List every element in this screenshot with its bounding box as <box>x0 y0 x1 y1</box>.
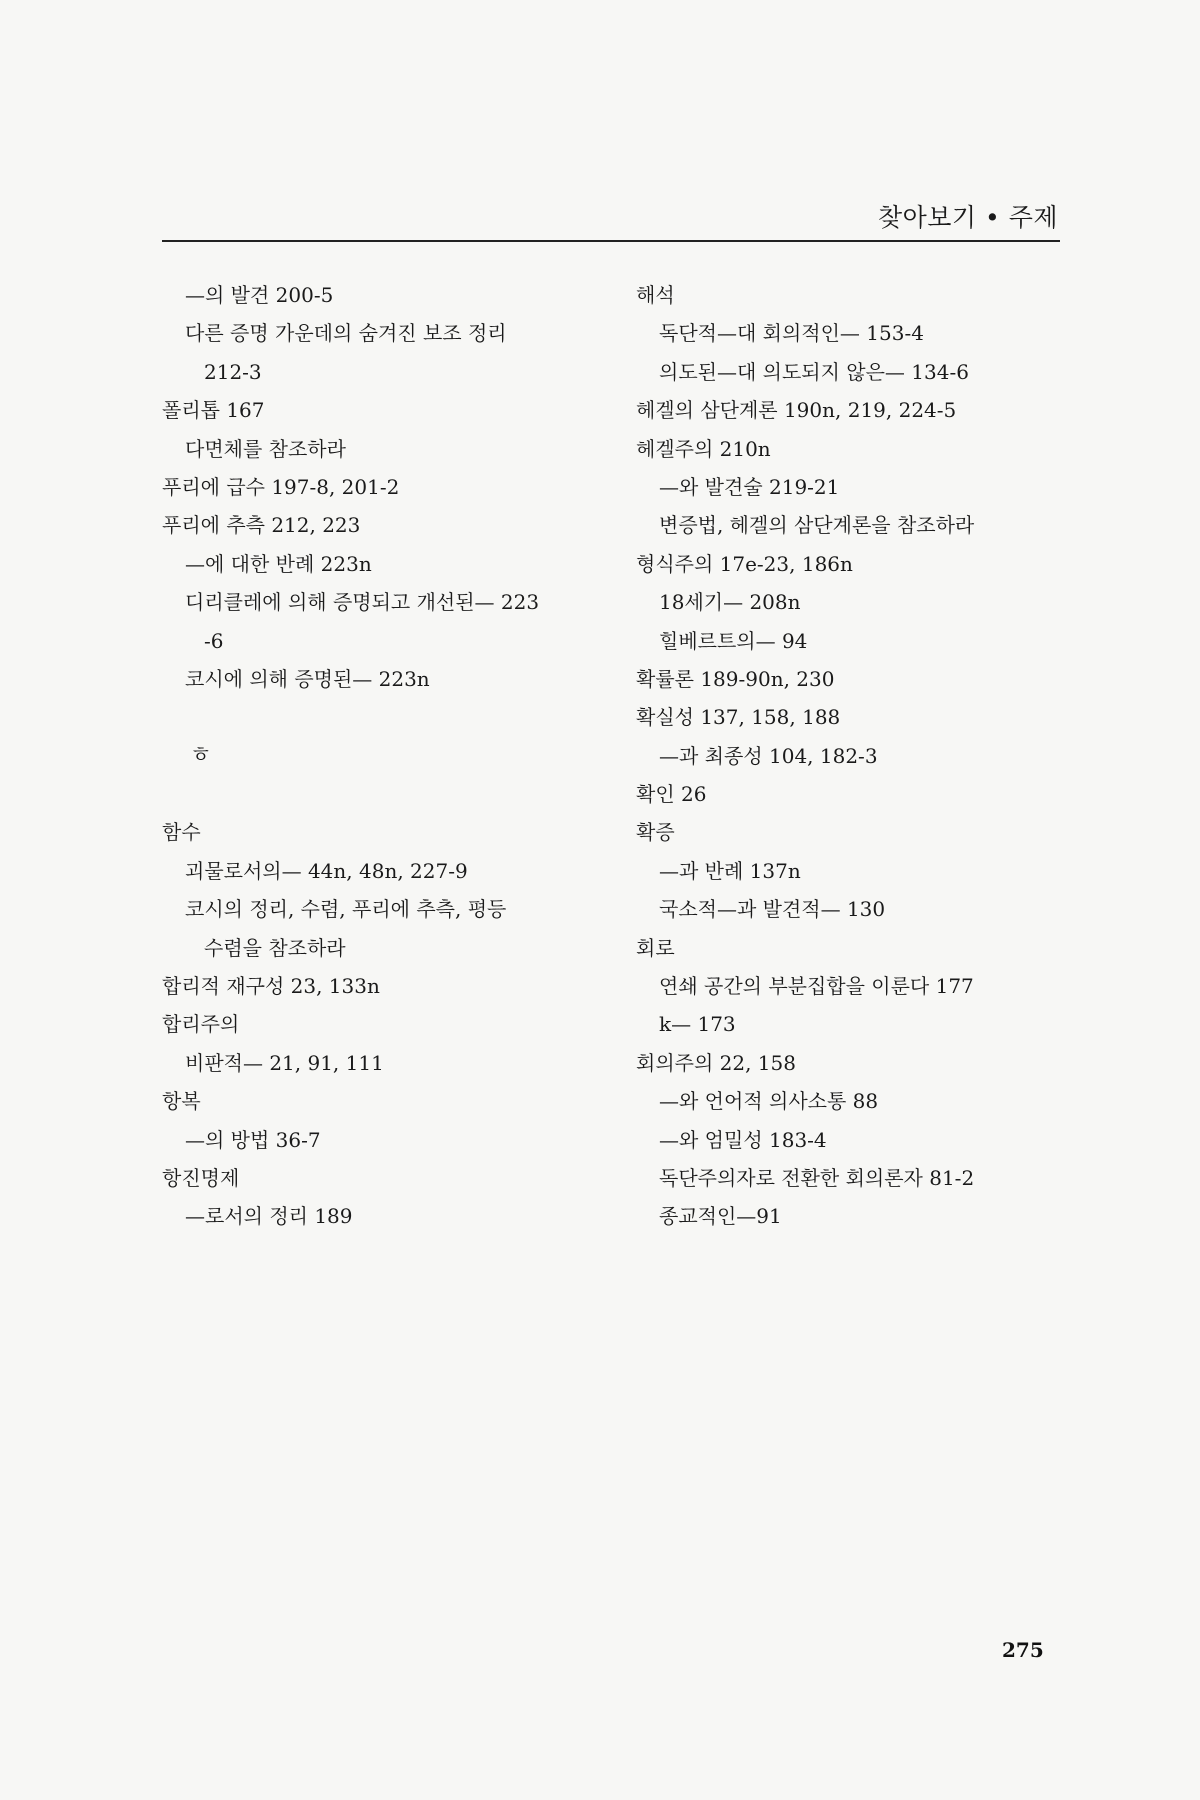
index-entry: 확실성 137, 158, 188 <box>636 705 841 730</box>
index-subentry: 18세기— 208n <box>659 590 801 615</box>
index-subentry: —의 발견 200-5 <box>185 283 334 307</box>
index-entry: 푸리에 급수 197-8, 201-2 <box>162 474 400 499</box>
index-entry: 확률론 189-90n, 230 <box>636 666 835 691</box>
index-column-left <box>162 276 602 1236</box>
index-subentry: 코시에 의해 증명된— 223n <box>185 666 430 691</box>
index-subentry: k— 173 <box>659 1012 736 1037</box>
index-subentry: 힐베르트의— 94 <box>659 628 808 653</box>
index-entry: 회로 <box>636 935 675 960</box>
index-subentry: 의도된—대 의도되지 않은— 134-6 <box>659 359 969 384</box>
index-subentry: 독단주의자로 전환한 회의론자 81-2 <box>659 1165 975 1190</box>
index-entry: 합리적 재구성 23, 133n <box>162 974 380 999</box>
index-subentry: 212-3 <box>204 359 262 384</box>
index-subentry: —의 방법 36-7 <box>185 1127 321 1152</box>
spacer <box>162 775 602 813</box>
index-subentry: 코시의 정리, 수렴, 푸리에 추측, 평등 <box>185 897 507 922</box>
index-entry: 헤겔주의 210n <box>636 436 771 461</box>
index-subentry: 디리클레에 의해 증명되고 개선된— 223 <box>185 590 540 615</box>
index-entry: 폴리톱 167 <box>162 398 265 423</box>
index-entry: 푸리에 추측 212, 223 <box>162 513 361 538</box>
section-letter: ㅎ <box>190 742 212 768</box>
index-column-right <box>636 276 1076 1236</box>
running-header: 찾아보기 • 주제 <box>877 203 1058 232</box>
index-subentry: 연쇄 공간의 부분집합을 이룬다 177 <box>659 974 974 999</box>
index-entry: 확증 <box>636 820 675 845</box>
index-subentry: 다면체를 참조하라 <box>185 436 346 461</box>
index-entry: 형식주의 17e-23, 186n <box>636 551 853 576</box>
index-subentry: —에 대한 반례 223n <box>185 551 372 576</box>
index-subentry: 비판적— 21, 91, 111 <box>185 1050 384 1075</box>
page-number: 275 <box>1002 1638 1044 1662</box>
index-entry: 회의주의 22, 158 <box>636 1050 796 1075</box>
index-entry: 확인 26 <box>636 782 707 807</box>
index-entry: 항복 <box>162 1089 201 1114</box>
index-entry: 함수 <box>162 820 201 845</box>
index-subentry: —과 최종성 104, 182-3 <box>659 743 878 768</box>
index-subentry: —와 언어적 의사소통 88 <box>659 1089 879 1114</box>
index-entry: 합리주의 <box>162 1012 240 1037</box>
index-subentry: 독단적—대 회의적인— 153-4 <box>659 321 924 346</box>
index-subentry: —로서의 정리 189 <box>185 1204 353 1229</box>
index-entry: 헤겔의 삼단계론 190n, 219, 224-5 <box>636 398 957 423</box>
index-subentry: —와 발견술 219-21 <box>659 474 840 499</box>
index-subentry: 변증법, 헤겔의 삼단계론을 참조하라 <box>659 513 975 538</box>
index-subentry: 다른 증명 가운데의 숨겨진 보조 정리 <box>185 321 507 346</box>
index-entry: 해석 <box>636 283 675 307</box>
index-subentry: —과 반례 137n <box>659 858 801 883</box>
index-subentry: 수렴을 참조하라 <box>204 935 346 960</box>
index-subentry: 종교적인—91 <box>659 1204 782 1229</box>
index-subentry: —와 엄밀성 183-4 <box>659 1127 827 1152</box>
index-subentry: 국소적—과 발견적— 130 <box>659 897 886 922</box>
index-subentry: 괴물로서의— 44n, 48n, 227-9 <box>185 858 468 883</box>
header-rule <box>162 240 1060 242</box>
spacer <box>162 698 602 736</box>
index-entry: 항진명제 <box>162 1165 240 1190</box>
index-subentry: -6 <box>204 628 224 653</box>
